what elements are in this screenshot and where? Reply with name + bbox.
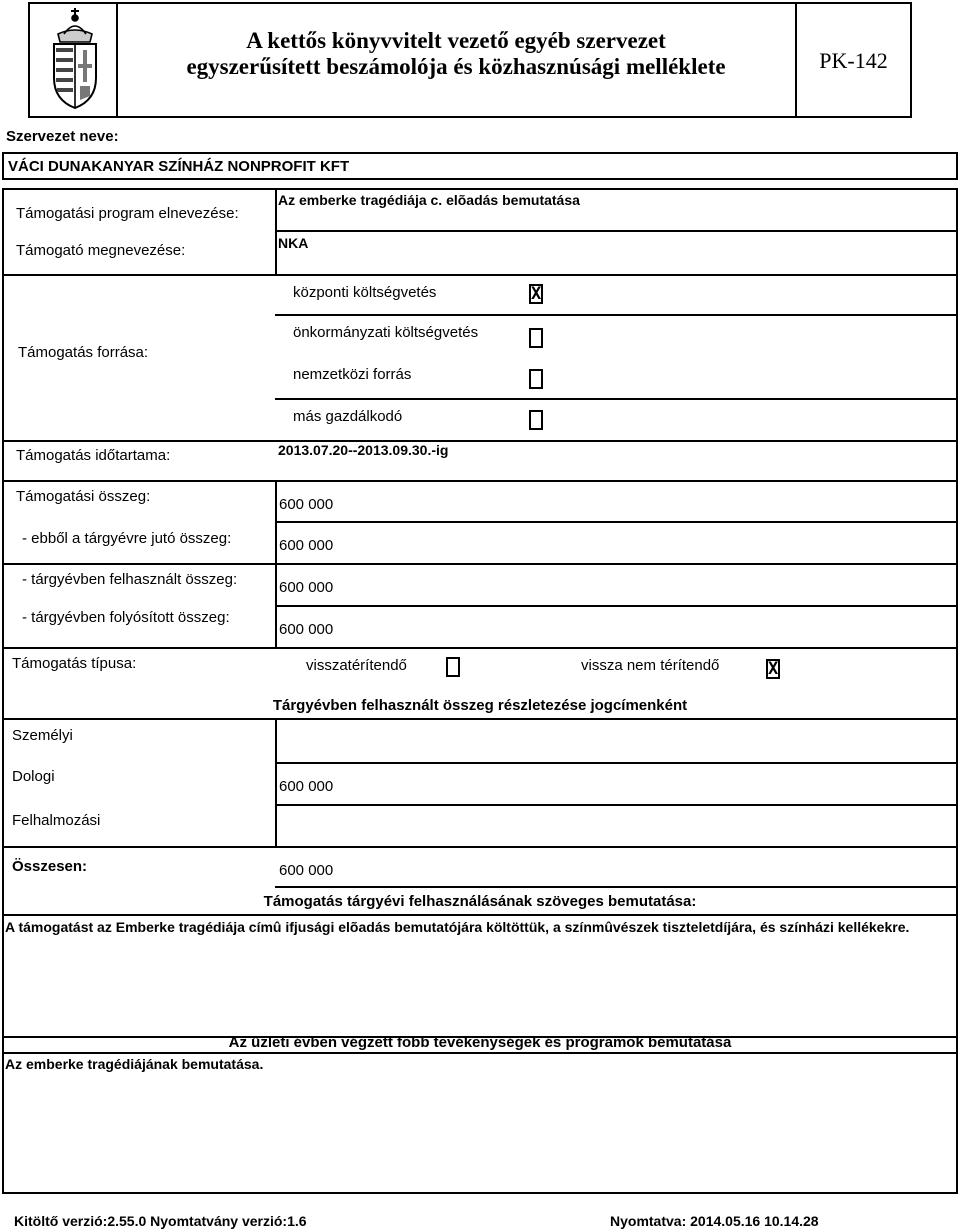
source-option-municipal-budget: önkormányzati költségvetés <box>293 324 479 341</box>
usage-title: Támogatás tárgyévi felhasználásának szöveges bemutatása: <box>263 893 697 910</box>
breakdown-personal-label: Személyi <box>12 727 73 744</box>
source-other-business-checkbox[interactable] <box>529 410 543 430</box>
organization-name: VÁCI DUNAKANYAR SZÍNHÁZ NONPROFIT KFT <box>8 158 350 175</box>
nonrefundable-label: vissza nem térítendő <box>581 657 720 674</box>
breakdown-material-label: Dologi <box>12 768 55 785</box>
amount-disbursed-value: 600 000 <box>279 621 334 638</box>
form-title-line2: egyszerűsített beszámolója és közhasznúsági melléklete <box>186 54 726 79</box>
usage-text: A támogatást az Emberke tragédiája címû ifjusági elõadás bemutatójára költöttük, a színmûvészek tiszteletdíjára, és színházi kellékekre. <box>5 919 910 935</box>
breakdown-total-label: Összesen: <box>12 858 88 875</box>
nonrefundable-checkbox[interactable]: X <box>768 659 779 679</box>
breakdown-investment-label: Felhalmozási <box>12 812 101 829</box>
source-option-international: nemzetközi forrás <box>293 366 412 383</box>
source-municipal-budget-checkbox[interactable] <box>529 328 543 348</box>
hungarian-coat-of-arms-icon <box>44 4 106 112</box>
amount-used-value: 600 000 <box>279 579 334 596</box>
breakdown-total-value: 600 000 <box>279 862 334 879</box>
program-name-label: Támogatási program elnevezése: <box>16 205 239 222</box>
footer-version: Kitöltő verzió:2.55.0 Nyomtatvány verzió:1.6 <box>14 1213 307 1229</box>
source-international-checkbox[interactable] <box>529 369 543 389</box>
breakdown-title: Tárgyévben felhasznált összeg részletezése jogcímenként <box>272 697 688 714</box>
amount-year-share-label: - ebből a tárgyévre jutó összeg: <box>22 530 232 547</box>
amount-year-share-value: 600 000 <box>279 537 334 554</box>
amount-disbursed-label: - tárgyévben folyósított összeg: <box>22 609 230 626</box>
source-option-other-business: más gazdálkodó <box>293 408 403 425</box>
activities-text: Az emberke tragédiájának bemutatása. <box>5 1056 264 1072</box>
supporter-label: Támogató megnevezése: <box>16 242 186 259</box>
support-type-label: Támogatás típusa: <box>12 655 137 672</box>
source-option-central-budget: központi költségvetés <box>293 284 437 301</box>
breakdown-material-value: 600 000 <box>279 778 334 795</box>
duration-value: 2013.07.20--2013.09.30.-ig <box>278 442 449 458</box>
amount-total-value: 600 000 <box>279 496 334 513</box>
form-code: PK-142 <box>819 48 888 73</box>
amount-total-label: Támogatási összeg: <box>16 488 151 505</box>
source-central-budget-checkbox[interactable]: X <box>531 284 542 304</box>
refundable-checkbox[interactable] <box>446 657 460 677</box>
footer-print-date: Nyomtatva: 2014.05.16 10.14.28 <box>610 1213 819 1229</box>
source-label: Támogatás forrása: <box>18 344 149 361</box>
activities-title: Az üzleti évben végzett főbb tevékenységek és programok bemutatása <box>228 1034 732 1051</box>
amount-used-label: - tárgyévben felhasznált összeg: <box>22 571 238 588</box>
form-title <box>118 28 794 80</box>
organization-label: Szervezet neve: <box>6 128 119 145</box>
form-title-line1: A kettős könyvvitelt vezető egyéb szervezet <box>246 28 666 53</box>
activities-text-box <box>2 1052 958 1194</box>
refundable-label: visszatérítendő <box>306 657 407 674</box>
program-name-value: Az emberke tragédiája c. elõadás bemutatása <box>278 192 580 208</box>
supporter-value: NKA <box>278 235 309 251</box>
duration-label: Támogatás időtartama: <box>16 447 171 464</box>
